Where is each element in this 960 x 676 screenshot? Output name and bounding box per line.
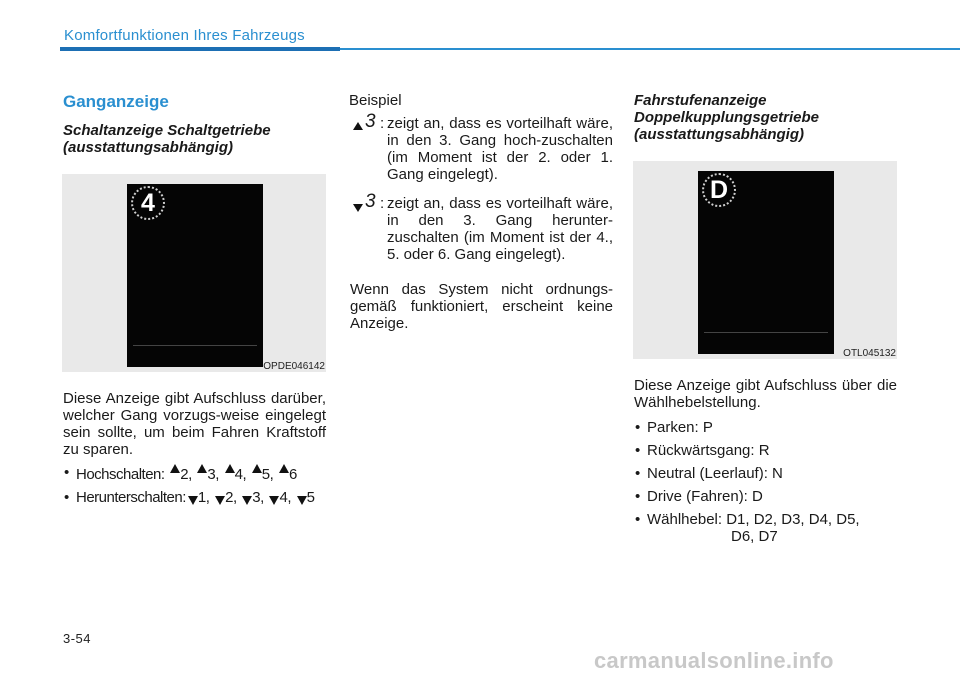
symbol-gear: 3 [365, 191, 376, 212]
list-item-downshift: • Herunterschalten: 1, 2, 3, 4, 5 [62, 489, 326, 506]
selector-list [633, 419, 897, 545]
column-dct-indicator [633, 92, 897, 551]
description-text: Diese Anzeige gibt Aufschluss über die Wählhebelstellung. [634, 377, 897, 411]
selector-values: D1, D2, D3, D4, D5, [726, 511, 860, 528]
upshift-explanation: zeigt an, dass es vorteilhaft wäre, in den 3. Gang hoch-zuschalten (im Moment ist der 2. oder 1. Gang eingelegt). [387, 115, 613, 183]
up-arrow-icon [170, 464, 180, 473]
down-arrow-icon [215, 496, 225, 505]
downshift-symbol [351, 191, 379, 217]
down-arrow-icon [242, 496, 252, 505]
display-divider [704, 332, 828, 333]
down-arrow-icon [297, 496, 307, 505]
gear-value: 1 [197, 489, 206, 506]
downshift-explanation: zeigt an, dass es vorteilhaft wäre, in den 3. Gang herunter-zuschalten (im Moment ist der 4., 5. oder 6. Gang eingelegt). [387, 195, 613, 263]
gear-badge-value: 4 [141, 189, 155, 217]
gear-value: 4 [234, 466, 243, 483]
description-text: Diese Anzeige gibt Aufschluss darüber, welcher Gang vorzugs-weise eingelegt sein sollte, um beim Fahren Kraftstoff zu sparen. [63, 390, 326, 458]
subsection-title: Schaltanzeige Schaltgetriebe (ausstattungsabhängig) [63, 122, 271, 156]
malfunction-note: Wenn das System nicht ordnungs-gemäß funktioniert, erscheint keine Anzeige. [350, 281, 613, 332]
gear-badge [131, 186, 165, 220]
cluster-display [127, 184, 263, 367]
figure-code: OTL045132 [843, 348, 896, 359]
gear-value: 3 [252, 489, 261, 506]
downshift-label: Herunterschalten: [76, 489, 186, 506]
upshift-symbol [351, 111, 379, 137]
figure-code: OPDE046142 [263, 361, 325, 372]
gear-value: 2 [180, 466, 189, 483]
selector-values-cont: D6, D7 [731, 528, 778, 545]
gear-badge [702, 173, 736, 207]
down-arrow-icon [188, 496, 198, 505]
shift-list [62, 464, 326, 506]
list-item: • Drive (Fahren): D [633, 488, 897, 505]
chapter-title: Komfortfunktionen Ihres Fahrzeugs [64, 27, 305, 44]
watermark: carmanualsonline.info [594, 648, 834, 673]
example-upshift: 3 : zeigt an, dass es vorteilhaft wäre, in den 3. Gang hoch-zuschalten (im Moment ist der 2. oder 1. Gang eingelegt). [349, 115, 613, 183]
symbol-gear: 3 [365, 111, 376, 132]
gear-badge-value: D [709, 176, 729, 204]
page-number: 3-54 [63, 631, 92, 646]
display-divider [133, 345, 257, 346]
cluster-display [698, 171, 834, 354]
example-heading: Beispiel [349, 92, 402, 109]
selector-label: Wählhebel: [647, 511, 723, 528]
gear-value: 5 [261, 466, 270, 483]
list-item: • Parken: P [633, 419, 897, 436]
up-arrow-icon [197, 464, 207, 473]
figure-selector-display [633, 161, 897, 359]
list-item-selector [633, 511, 897, 545]
down-arrow-icon [353, 204, 363, 212]
up-arrow-icon [279, 464, 289, 473]
gear-value: 5 [306, 489, 315, 506]
header-rule [340, 48, 960, 50]
up-arrow-icon [225, 464, 235, 473]
gear-value: 2 [225, 489, 233, 506]
upshift-label: Hochschalten: [76, 466, 165, 483]
subsection-title: Fahrstufenanzeige Doppelkupplungsgetriebe (ausstattungsabhängig) [634, 92, 820, 143]
list-item-upshift: • Hochschalten: 2, 3, 4, 5, 6 [62, 464, 326, 483]
figure-gear-shift-display [62, 174, 326, 372]
section-title: Ganganzeige [63, 92, 169, 111]
up-arrow-icon [353, 122, 363, 130]
header-rule-accent [60, 47, 340, 51]
example-downshift: 3 : zeigt an, dass es vorteilhaft wäre, in den 3. Gang herunter-zuschalten (im Moment ist der 4., 5. oder 6. Gang eingelegt). [349, 195, 613, 263]
gear-value: 3 [207, 466, 216, 483]
down-arrow-icon [269, 496, 279, 505]
column-gear-indicator [62, 92, 326, 512]
column-example [349, 92, 613, 332]
gear-value: 4 [279, 489, 288, 506]
gear-value: 6 [288, 466, 297, 483]
up-arrow-icon [252, 464, 262, 473]
list-item: • Neutral (Leerlauf): N [633, 465, 897, 482]
list-item: • Rückwärtsgang: R [633, 442, 897, 459]
